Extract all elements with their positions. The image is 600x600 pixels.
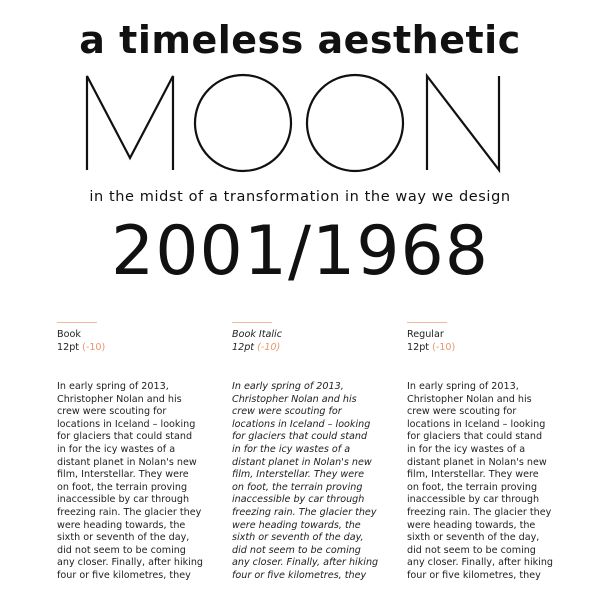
style-name: Book: [57, 329, 81, 340]
specimen-book-italic: [232, 322, 382, 583]
sample-line: distant planet in Nolan's new: [407, 456, 547, 468]
sample-line: sixth or seventh of the day,: [407, 532, 540, 544]
sample-line: film, Interstellar. They were: [232, 469, 365, 481]
sample-line: distant planet in Nolan's new: [232, 456, 372, 468]
sample-line: on foot, the terrain proving: [57, 481, 188, 493]
sample-line: any closer. Finally, after hiking: [232, 557, 379, 569]
sample-line: crew were scouting for: [407, 406, 517, 418]
sample-line: In early spring of 2013,: [232, 381, 344, 392]
sample-line: film, Interstellar. They were: [57, 469, 189, 481]
sample-line: inaccessible by car through: [232, 494, 365, 506]
size-line: [57, 342, 207, 355]
tracking-value: (-10): [82, 341, 106, 353]
sample-line: in for the icy wastes of a: [57, 443, 176, 455]
sample-line: inaccessible by car through: [57, 494, 190, 506]
sample-line: sixth or seventh of the day,: [232, 532, 364, 544]
sample-line: locations in Iceland – looking: [57, 418, 196, 430]
sample-line: were heading towards, the: [232, 519, 361, 531]
sample-line: four or five kilometres, they: [232, 569, 367, 581]
sample-line: on foot, the terrain proving: [407, 481, 538, 493]
sample-line: inaccessible by car through: [407, 494, 540, 506]
sample-line: on foot, the terrain proving: [232, 481, 363, 493]
years-display: 2001/1968: [110, 212, 490, 291]
sample-line: freezing rain. The glacier they: [57, 506, 202, 518]
letter-m: [87, 76, 173, 170]
point-size: 12pt: [57, 341, 80, 353]
accent-rule: [57, 322, 97, 323]
sample-line: freezing rain. The glacier they: [232, 506, 377, 518]
sample-line: freezing rain. The glacier they: [407, 506, 552, 518]
sample-line: four or five kilometres, they: [57, 569, 191, 581]
sample-line: locations in Iceland – looking: [232, 418, 371, 430]
sample-text: [232, 381, 382, 583]
tagline: in the midst of a transformation in the way we design: [89, 189, 511, 205]
accent-rule: [407, 322, 447, 323]
sample-line: any closer. Finally, after hiking: [57, 557, 203, 569]
tracking-value: (-10): [257, 341, 281, 353]
style-name: Book Italic: [232, 329, 283, 340]
sample-line: did not seem to be coming: [407, 544, 536, 556]
sample-line: film, Interstellar. They were: [407, 469, 539, 481]
sample-line: for glaciers that could stand: [57, 431, 193, 443]
sample-line: crew were scouting for: [57, 406, 167, 418]
sample-line: four or five kilometres, they: [407, 569, 541, 581]
letter-n: [427, 76, 499, 170]
specimen-book: [57, 322, 207, 583]
point-size: 12pt: [232, 341, 255, 353]
sample-line: In early spring of 2013,: [407, 381, 519, 392]
sample-line: distant planet in Nolan's new: [57, 456, 197, 468]
specimen-regular: [407, 322, 557, 583]
size-line: [232, 342, 382, 355]
sample-line: were heading towards, the: [407, 519, 536, 531]
style-name: Regular: [407, 329, 444, 340]
headline: a timeless aesthetic: [79, 18, 521, 62]
sample-line: any closer. Finally, after hiking: [407, 557, 553, 569]
sample-line: in for the icy wastes of a: [407, 443, 526, 455]
letter-o-1: [195, 75, 291, 171]
letter-o-2: [307, 75, 403, 171]
sample-line: crew were scouting for: [232, 406, 342, 418]
sample-text: [407, 381, 557, 583]
sample-line: Christopher Nolan and his: [57, 393, 182, 405]
sample-text: [57, 381, 207, 583]
sample-line: were heading towards, the: [57, 519, 186, 531]
sample-line: for glaciers that could stand: [232, 431, 368, 443]
sample-line: Christopher Nolan and his: [232, 393, 357, 405]
point-size: 12pt: [407, 341, 430, 353]
accent-rule: [232, 322, 272, 323]
sample-line: locations in Iceland – looking: [407, 418, 546, 430]
sample-line: sixth or seventh of the day,: [57, 532, 190, 544]
tracking-value: (-10): [432, 341, 456, 353]
sample-line: in for the icy wastes of a: [232, 443, 351, 455]
sample-line: for glaciers that could stand: [407, 431, 543, 443]
sample-line: In early spring of 2013,: [57, 381, 169, 392]
sample-line: did not seem to be coming: [57, 544, 186, 556]
sample-line: Christopher Nolan and his: [407, 393, 532, 405]
sample-line: did not seem to be coming: [232, 544, 361, 556]
size-line: [407, 342, 557, 355]
